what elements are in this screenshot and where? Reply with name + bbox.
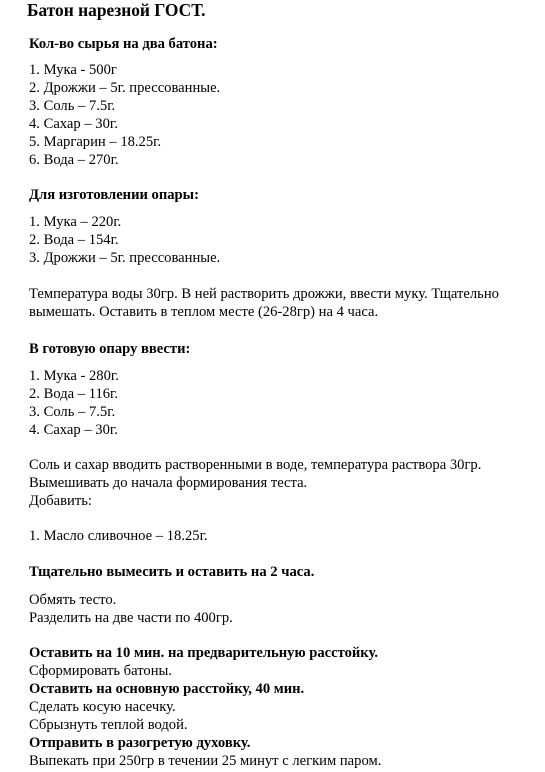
final-step: Оставить на основную расстойку, 40 мин. [29, 681, 305, 697]
ingredient-item: 3. Соль – 7.5г. [29, 98, 116, 114]
dough-item: 4. Сахар – 30г. [29, 422, 118, 438]
sponge-instruction: Температура воды 30гр. В ней растворить дрожжи, ввести муку. Тщательно [29, 286, 499, 302]
sponge-instruction: вымешать. Оставить в теплом месте (26-28гр) на 4 часа. [29, 304, 379, 320]
kneading-step: Разделить на две части по 400гр. [29, 610, 233, 626]
final-step: Сформировать батоны. [29, 663, 172, 679]
sponge-heading: Для изготовлении опары: [29, 187, 199, 203]
final-step: Сделать косую насечку. [29, 699, 176, 715]
dough-instruction: Соль и сахар вводить растворенными в воде, температура раствора 30гр. [29, 457, 482, 473]
sponge-item: 2. Вода – 154г. [29, 232, 119, 248]
ingredient-item: 2. Дрожжи – 5г. прессованные. [29, 80, 221, 96]
kneading-step: Обмять тесто. [29, 592, 117, 608]
ingredients-heading: Кол-во сырья на два батона: [29, 36, 218, 52]
ingredient-item: 6. Вода – 270г. [29, 152, 119, 168]
dough-item: 3. Соль – 7.5г. [29, 404, 116, 420]
dough-instruction: Добавить: [29, 493, 92, 509]
final-step: Оставить на 10 мин. на предварительную расстойку. [29, 645, 378, 661]
final-step: Сбрызнуть теплой водой. [29, 717, 188, 733]
dough-item: 2. Вода – 116г. [29, 386, 119, 402]
ingredient-item: 5. Маргарин – 18.25г. [29, 134, 162, 150]
ingredient-item: 4. Сахар – 30г. [29, 116, 118, 132]
dough-extra-item: 1. Масло сливочное – 18.25г. [29, 528, 208, 544]
final-step: Отправить в разогретую духовку. [29, 735, 251, 751]
ingredient-item: 1. Мука - 500г [29, 62, 117, 78]
kneading-heading: Тщательно вымесить и оставить на 2 часа. [29, 564, 315, 580]
final-step: Выпекать при 250гр в течении 25 минут с легким паром. [29, 753, 382, 769]
sponge-item: 3. Дрожжи – 5г. прессованные. [29, 250, 221, 266]
dough-instruction: Вымешивать до начала формирования теста. [29, 475, 308, 491]
sponge-item: 1. Мука – 220г. [29, 214, 122, 230]
recipe-title: Батон нарезной ГОСТ. [27, 0, 206, 20]
dough-item: 1. Мука - 280г. [29, 368, 119, 384]
dough-heading: В готовую опару ввести: [29, 341, 191, 357]
